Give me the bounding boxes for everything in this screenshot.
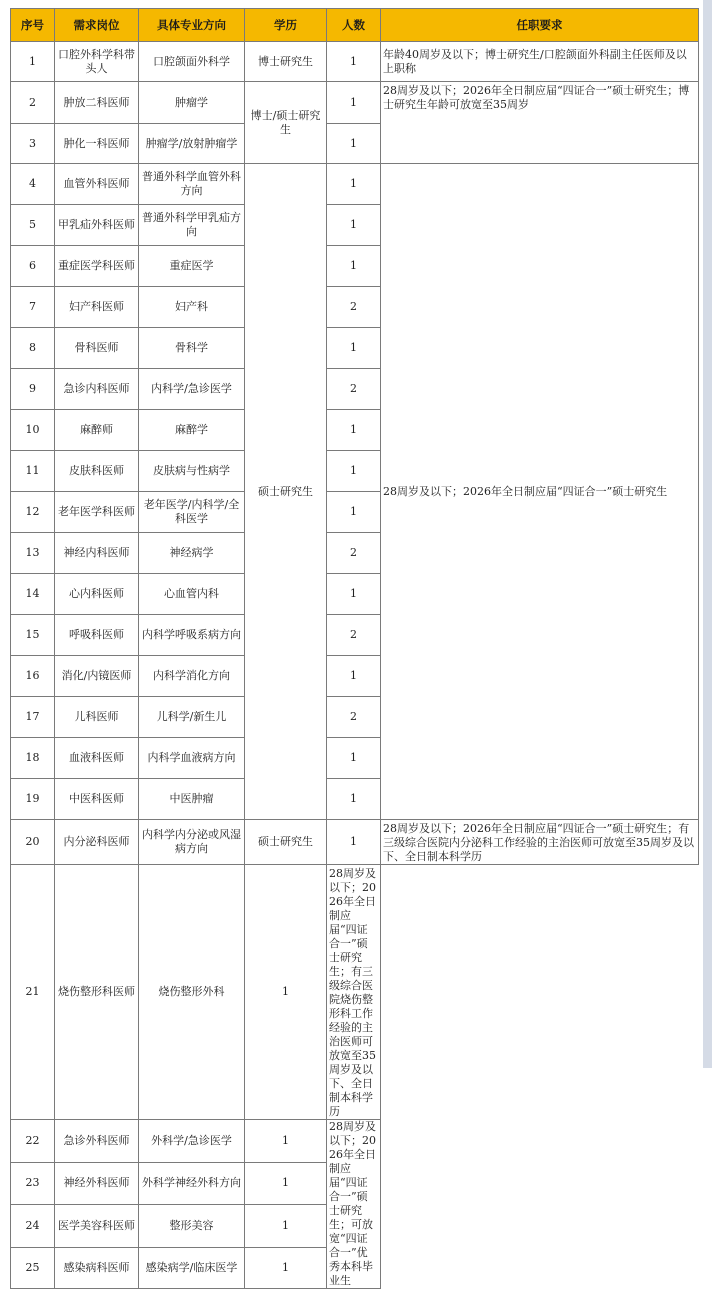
cell-position: 神经内科医师 — [55, 533, 139, 574]
cell-position: 皮肤科医师 — [55, 451, 139, 492]
cell-education: 硕士研究生 — [245, 820, 327, 865]
cell-major: 普通外科学血管外科方向 — [139, 164, 245, 205]
cell-index: 17 — [11, 697, 55, 738]
cell-index: 2 — [11, 82, 55, 124]
cell-major: 烧伤整形外科 — [139, 865, 245, 1120]
cell-index: 12 — [11, 492, 55, 533]
cell-count: 1 — [327, 410, 381, 451]
cell-major: 内科学消化方向 — [139, 656, 245, 697]
cell-count: 1 — [327, 328, 381, 369]
cell-position: 医学美容科医师 — [55, 1205, 139, 1248]
cell-major: 重症医学 — [139, 246, 245, 287]
cell-position: 心内科医师 — [55, 574, 139, 615]
cell-count: 1 — [327, 42, 381, 82]
cell-index: 4 — [11, 164, 55, 205]
cell-position: 感染病科医师 — [55, 1247, 139, 1289]
cell-major: 整形美容 — [139, 1205, 245, 1248]
cell-position: 肿化一科医师 — [55, 124, 139, 164]
cell-major: 中医肿瘤 — [139, 779, 245, 820]
cell-count: 2 — [327, 533, 381, 574]
cell-position: 急诊内科医师 — [55, 369, 139, 410]
header-major: 具体专业方向 — [139, 9, 245, 42]
cell-position: 麻醉师 — [55, 410, 139, 451]
cell-index: 14 — [11, 574, 55, 615]
cell-position: 血管外科医师 — [55, 164, 139, 205]
header-education: 学历 — [245, 9, 327, 42]
cell-major: 内科学/急诊医学 — [139, 369, 245, 410]
cell-index: 10 — [11, 410, 55, 451]
cell-major: 骨科学 — [139, 328, 245, 369]
cell-count: 1 — [245, 1205, 327, 1248]
table-row — [11, 82, 699, 124]
cell-index: 21 — [11, 865, 55, 1120]
cell-education: 博士研究生 — [245, 42, 327, 82]
cell-index: 13 — [11, 533, 55, 574]
cell-count: 1 — [327, 124, 381, 164]
cell-requirements: 28周岁及以下；2026年全日制应届“四证合一”硕士研究生；博士研究生年龄可放宽至35周岁 — [381, 82, 699, 164]
cell-position: 急诊外科医师 — [55, 1120, 139, 1163]
cell-major: 口腔颌面外科学 — [139, 42, 245, 82]
cell-count: 1 — [327, 492, 381, 533]
cell-requirements: 年龄40周岁及以下；博士研究生/口腔颌面外科副主任医师及以上职称 — [381, 42, 699, 82]
cell-major: 老年医学/内科学/全科医学 — [139, 492, 245, 533]
cell-index: 23 — [11, 1162, 55, 1205]
cell-position: 老年医学科医师 — [55, 492, 139, 533]
cell-index: 18 — [11, 738, 55, 779]
cell-position: 烧伤整形科医师 — [55, 865, 139, 1120]
cell-count: 1 — [245, 1120, 327, 1163]
cell-count: 2 — [327, 287, 381, 328]
cell-position: 甲乳疝外科医师 — [55, 205, 139, 246]
cell-major: 妇产科 — [139, 287, 245, 328]
cell-major: 内科学血液病方向 — [139, 738, 245, 779]
cell-count: 1 — [245, 1247, 327, 1289]
cell-position: 神经外科医师 — [55, 1162, 139, 1205]
cell-major: 感染病学/临床医学 — [139, 1247, 245, 1289]
cell-major: 肿瘤学 — [139, 82, 245, 124]
cell-education: 硕士研究生 — [245, 164, 327, 820]
cell-major: 外科学/急诊医学 — [139, 1120, 245, 1163]
cell-position: 血液科医师 — [55, 738, 139, 779]
cell-requirements: 28周岁及以下；2026年全日制应届“四证合一”硕士研究生；有三级综合医院烧伤整形科工作经验的主治医师可放宽至35周岁及以下、全日制本科学历 — [327, 865, 381, 1120]
cell-position: 儿科医师 — [55, 697, 139, 738]
cell-requirements: 28周岁及以下；2026年全日制应届“四证合一”硕士研究生；可放宽“四证合一”优秀本科毕业生 — [327, 1120, 381, 1289]
table-row — [11, 820, 699, 865]
cell-index: 25 — [11, 1247, 55, 1289]
cell-count: 2 — [327, 615, 381, 656]
cell-position: 重症医学科医师 — [55, 246, 139, 287]
cell-count: 1 — [327, 656, 381, 697]
cell-position: 呼吸科医师 — [55, 615, 139, 656]
cell-major: 心血管内科 — [139, 574, 245, 615]
cell-index: 9 — [11, 369, 55, 410]
scrollbar-track[interactable] — [703, 0, 712, 1068]
cell-count: 1 — [327, 574, 381, 615]
cell-count: 2 — [327, 697, 381, 738]
cell-index: 19 — [11, 779, 55, 820]
table-row — [11, 164, 699, 205]
header-count: 人数 — [327, 9, 381, 42]
cell-requirements: 28周岁及以下；2026年全日制应届“四证合一”硕士研究生 — [381, 164, 699, 820]
cell-major: 内科学内分泌或风湿病方向 — [139, 820, 245, 865]
cell-count: 1 — [245, 1162, 327, 1205]
cell-count: 2 — [327, 369, 381, 410]
cell-major: 儿科学/新生儿 — [139, 697, 245, 738]
cell-index: 20 — [11, 820, 55, 865]
table-row — [11, 865, 699, 1120]
cell-position: 肿放二科医师 — [55, 82, 139, 124]
cell-index: 5 — [11, 205, 55, 246]
cell-index: 7 — [11, 287, 55, 328]
cell-index: 22 — [11, 1120, 55, 1163]
cell-index: 6 — [11, 246, 55, 287]
header-requirements: 任职要求 — [381, 9, 699, 42]
cell-position: 消化/内镜医师 — [55, 656, 139, 697]
recruitment-table — [10, 8, 699, 1289]
header-position: 需求岗位 — [55, 9, 139, 42]
table-header-row — [11, 9, 699, 42]
cell-index: 15 — [11, 615, 55, 656]
cell-position: 内分泌科医师 — [55, 820, 139, 865]
cell-position: 中医科医师 — [55, 779, 139, 820]
cell-index: 24 — [11, 1205, 55, 1248]
cell-major: 神经病学 — [139, 533, 245, 574]
cell-count: 1 — [327, 779, 381, 820]
cell-count: 1 — [327, 820, 381, 865]
cell-index: 3 — [11, 124, 55, 164]
cell-count: 1 — [327, 738, 381, 779]
cell-index: 1 — [11, 42, 55, 82]
cell-major: 内科学呼吸系病方向 — [139, 615, 245, 656]
cell-index: 16 — [11, 656, 55, 697]
cell-index: 11 — [11, 451, 55, 492]
cell-major: 肿瘤学/放射肿瘤学 — [139, 124, 245, 164]
cell-count: 1 — [327, 451, 381, 492]
cell-position: 妇产科医师 — [55, 287, 139, 328]
cell-major: 外科学神经外科方向 — [139, 1162, 245, 1205]
table-row — [11, 1120, 699, 1163]
header-index: 序号 — [11, 9, 55, 42]
cell-count: 1 — [245, 865, 327, 1120]
cell-count: 1 — [327, 246, 381, 287]
cell-index: 8 — [11, 328, 55, 369]
cell-count: 1 — [327, 82, 381, 124]
cell-major: 普通外科学甲乳疝方向 — [139, 205, 245, 246]
table-row — [11, 42, 699, 82]
cell-major: 麻醉学 — [139, 410, 245, 451]
cell-position: 骨科医师 — [55, 328, 139, 369]
cell-major: 皮肤病与性病学 — [139, 451, 245, 492]
cell-count: 1 — [327, 164, 381, 205]
cell-count: 1 — [327, 205, 381, 246]
cell-education: 博士/硕士研究生 — [245, 82, 327, 164]
cell-position: 口腔外科学科带头人 — [55, 42, 139, 82]
cell-requirements: 28周岁及以下；2026年全日制应届“四证合一”硕士研究生；有三级综合医院内分泌科工作经验的主治医师可放宽至35周岁及以下、全日制本科学历 — [381, 820, 699, 865]
